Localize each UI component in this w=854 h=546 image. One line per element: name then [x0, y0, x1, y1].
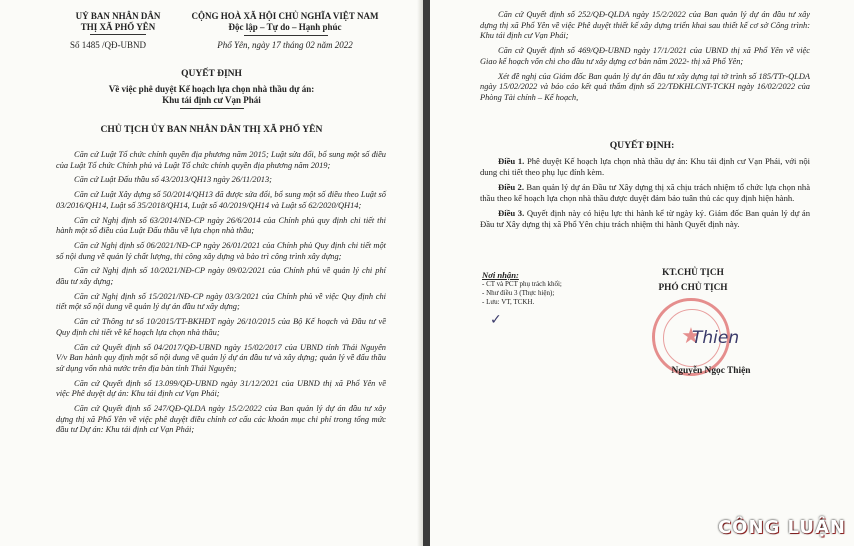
- signature: Thien: [692, 328, 740, 348]
- subject-underline: [180, 108, 244, 109]
- legal-basis-item: Căn cứ Quyết định số 247/QĐ-QLDA ngày 15/2/2022 của Ban quản lý dự án đầu tư xây dựng thị xã Phổ Yên về việc phê duyệt điều chỉnh cơ cấu các khoản mục chi phí trong tổng mức đầu tư Dự án: Khu tái định cư Vạn Phái;: [56, 404, 386, 435]
- recipients-title: Nơi nhận:: [482, 270, 519, 280]
- legal-basis-item: Căn cứ Quyết định số 04/2017/QĐ-UBND ngày 15/02/2017 của UBND tỉnh Thái Nguyên V/v Ban hành quy định một số nội dung về quản lý dự án đầu tư và xây dựng; quản lý về đấu thầu sử dụng vốn nhà nước trên địa bàn tỉnh Thái Nguyên;: [56, 342, 386, 373]
- article-1: [480, 156, 810, 178]
- legal-basis-item: Căn cứ Nghị định số 06/2021/NĐ-CP ngày 26/01/2021 của Chính phủ Quy định chi tiết một số nội dung về quản lý chất lượng, thi công xây dựng và bảo trì công trình xây dựng;: [56, 240, 386, 261]
- decision-heading: QUYẾT ĐỊNH:: [609, 140, 675, 151]
- legal-basis-item: Căn cứ Nghị định số 15/2021/NĐ-CP ngày 03/3/2021 của Chính phủ về việc Quy định chi tiết một số nội dung về quản lý dự án đầu tư xây dựng;: [56, 291, 386, 312]
- national-title: CỘNG HOÀ XÃ HỘI CHỦ NGHĨA VIỆT NAM: [191, 11, 379, 21]
- article-text: Quyết định này có hiệu lực thi hành kể từ ngày ký. Giám đốc Ban quản lý dự án Đầu tư Xây dựng thị xã Phổ Yên chịu trách nhiệm thi hành Quyết định này.: [480, 208, 810, 229]
- issuing-agency: [58, 11, 178, 33]
- motto-underline: [244, 35, 328, 36]
- article-label: Điều 3.: [498, 208, 525, 218]
- signer-name: Nguyễn Ngọc Thiện: [671, 366, 751, 376]
- initial-mark: ✓: [490, 312, 502, 328]
- publisher-watermark: CÔNG LUẬN: [717, 517, 846, 538]
- legal-basis-list: [56, 150, 386, 436]
- recipients-item: - Như điều 3 (Thực hiện);: [482, 289, 555, 297]
- national-motto: Độc lập – Tự do – Hạnh phúc: [228, 22, 342, 32]
- signer-role-line-2: PHÓ CHỦ TỊCH: [658, 283, 728, 293]
- legal-basis-item: Căn cứ Quyết định số 469/QĐ-UBND ngày 17/1/2021 của UBND thị xã Phổ Yên về việc Giao kế hoạch vốn chi cho đầu tư xây dựng cơ bản năm 2022- thị xã Phổ Yên;: [480, 46, 810, 66]
- legal-basis-item: Căn cứ Thông tư số 10/2015/TT-BKHĐT ngày 26/10/2015 của Bộ Kế hoạch và Đầu tư về Quy định chi tiết về kế hoạch lựa chọn nhà thầu;: [56, 317, 386, 337]
- legal-basis-item: Căn cứ Quyết định số 13.099/QĐ-UBND ngày 31/12/2021 của UBND thị xã Phổ Yên về việc Phê duyệt dự án: Khu tái định cư Vạn Phái;: [56, 378, 386, 399]
- document-title: QUYẾT ĐỊNH: [181, 69, 242, 79]
- legal-basis-item: Căn cứ Luật Đấu thầu số 43/2013/QH13 ngày 26/11/2013;: [74, 175, 272, 185]
- issuing-authority: CHỦ TỊCH ỦY BAN NHÂN DÂN THỊ XÃ PHỔ YÊN: [100, 124, 323, 135]
- article-text: Ban quản lý dự án Đầu tư Xây dựng thị xã chịu trách nhiệm tổ chức lựa chọn nhà thầu theo kế hoạch lựa chọn nhà thầu được duyệt đảm bảo tuân thủ các quy định hiện hành.: [480, 182, 811, 203]
- page-gutter: [423, 0, 430, 546]
- agency-line-1: UỶ BAN NHÂN DÂN: [75, 11, 161, 21]
- document-subject-line-1: Về việc phê duyệt Kế hoạch lựa chọn nhà thầu dự án:: [108, 84, 315, 94]
- article-text: Phê duyệt Kế hoạch lựa chọn nhà thầu dự án: Khu tái định cư Vạn Phái, với nội dung chi tiết theo phụ lục đính kèm.: [480, 156, 810, 177]
- article-3: [480, 208, 810, 230]
- article-label: Điều 2.: [498, 182, 524, 192]
- legal-basis-item: Căn cứ Nghị định số 63/2014/NĐ-CP ngày 26/6/2014 của Chính phủ quy định chi tiết thi hành một số điều của Luật Đấu thầu về lựa chọn nhà thầu;: [56, 215, 386, 236]
- agency-line-2: THỊ XÃ PHỔ YÊN: [80, 22, 156, 32]
- article-2: [480, 182, 810, 204]
- legal-basis-item: Căn cứ Luật Xây dựng số 50/2014/QH13 đã được sửa đổi, bổ sung một số điều theo Luật số 03/2016/QH14, Luật số 35/2018/QH14, Luật số 40/2019/QH14 và Luật số 62/2020/QH14;: [56, 190, 386, 210]
- legal-basis-continued: [480, 10, 810, 104]
- issue-date: Phổ Yên, ngày 17 tháng 02 năm 2022: [217, 40, 353, 50]
- article-label: Điều 1.: [498, 156, 525, 166]
- legal-basis-item: Căn cứ Quyết định số 252/QĐ-QLDA ngày 15/2/2022 của Ban quản lý dự án đầu tư xây dựng thị xã Phổ Yên về việc Phê duyệt thiết kế xây dựng triển khai sau thiết kế cơ sở Công trình: Khu tái định cư Vạn Phái;: [480, 10, 810, 41]
- agency-underline: [90, 34, 146, 35]
- legal-basis-item: Căn cứ Nghị định số 10/2021/NĐ-CP ngày 09/02/2021 của Chính phủ về quản lý chi phí đầu tư xây dựng;: [56, 266, 386, 287]
- legal-basis-item: Căn cứ Luật Tổ chức chính quyền địa phương năm 2015; Luật sửa đổi, bổ sung một số điều của Luật Tổ chức Chính phủ và Luật Tổ chức chính quyền địa phương năm 2019;: [56, 150, 386, 170]
- document-number: Số 1485 /QĐ-UBND: [70, 40, 147, 50]
- decision-articles: [480, 156, 810, 230]
- legal-basis-item: Xét đề nghị của Giám đốc Ban quản lý dự án đầu tư xây dựng tại tờ trình số 185/TTr-QLDA ngày 15/02/2022 và báo cáo kết quả thẩm định số 22/TĐKHLCNT-TCKH ngày 16/02/2022 của Phòng Tài chính – Kế hoạch,: [480, 71, 810, 102]
- recipients-item: - Lưu: VT, TCKH.: [482, 298, 535, 306]
- document-subject-line-2: Khu tái định cư Vạn Phái: [162, 95, 261, 105]
- document-page-right: [430, 0, 854, 546]
- recipients-block: [482, 270, 612, 307]
- signer-role-line-1: KT.CHỦ TỊCH: [662, 268, 724, 278]
- document-page-left: [0, 0, 423, 546]
- recipients-item: - CT và PCT phụ trách khối;: [482, 280, 562, 288]
